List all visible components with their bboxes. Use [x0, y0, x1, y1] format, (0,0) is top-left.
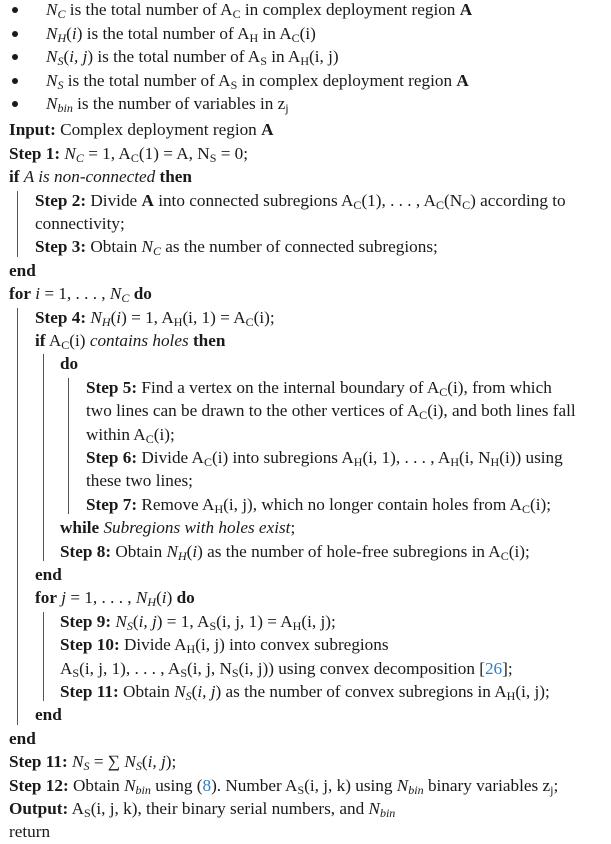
text-segment: do [60, 354, 79, 374]
subscript: C [353, 197, 362, 212]
subscript: bin [408, 782, 424, 797]
text-segment: ; [553, 775, 559, 795]
text-segment: (i); [508, 541, 530, 561]
text-segment: i [71, 23, 77, 43]
algorithm-line [9, 750, 176, 773]
text-segment: contains holes [89, 330, 189, 350]
text-segment: (i, j, k), their binary serial numbers, and [90, 798, 369, 818]
text-segment: Input: [9, 120, 56, 140]
text-segment: (i, j, 1), . . . , A [79, 658, 181, 678]
text-segment: (i, j, k) using [304, 775, 397, 795]
text-segment: Step 6: [86, 447, 138, 467]
subscript: C [121, 291, 130, 306]
subscript: S [72, 665, 80, 680]
text-segment: N [46, 23, 58, 43]
definition-item [46, 92, 289, 115]
text-segment: (i, j); [301, 611, 336, 631]
text-segment: Obtain [86, 237, 142, 257]
text-segment: ) is the total number of A [76, 23, 250, 43]
text-segment: ( [132, 611, 139, 631]
text-segment: Complex deployment region [55, 120, 262, 140]
block-guide-line [43, 354, 44, 561]
block-guide-line [43, 612, 44, 702]
subscript: H [186, 642, 196, 657]
text-segment: N [64, 143, 76, 163]
text-segment: (i, j, 1) = A [216, 611, 293, 631]
text-segment: N [72, 752, 84, 772]
text-segment: = 1, A [83, 143, 131, 163]
subscript: C [152, 244, 161, 259]
block-guide-line [17, 191, 18, 257]
algorithm-line [86, 493, 551, 516]
subscript: S [185, 688, 192, 703]
text-segment: (i, 1) = A [182, 307, 246, 327]
text-segment: Obtain [118, 681, 175, 701]
text-segment: ]; [502, 658, 513, 678]
text-segment: N [46, 47, 58, 67]
text-segment: i [192, 541, 198, 561]
algorithm-line [60, 516, 295, 539]
subscript: S [135, 759, 142, 774]
subscript: H [101, 314, 111, 329]
algorithm-line [9, 774, 558, 797]
text-segment: in A [266, 47, 301, 67]
algorithm-line [60, 657, 513, 680]
text-segment: ; [290, 518, 296, 538]
algorithm-line [9, 727, 36, 750]
subscript: S [231, 665, 239, 680]
text-segment: = 1, . . . , [66, 588, 136, 608]
bullet-icon [12, 31, 18, 37]
algorithm-line [9, 118, 274, 141]
algorithm-line [86, 469, 193, 492]
text-segment: Step 7: [86, 494, 138, 514]
definition-item [46, 0, 472, 22]
text-segment: i, j [69, 47, 88, 67]
subscript: C [500, 548, 509, 563]
algorithm-line [60, 610, 336, 633]
text-segment: Step 5: [86, 377, 138, 397]
text-segment: (i, j) [309, 47, 339, 67]
text-segment: using ( [150, 775, 203, 795]
algorithm-line [9, 282, 152, 305]
algorithm-line [35, 189, 566, 212]
text-segment: (i); [529, 494, 551, 514]
text-segment: is the number of variables in z [72, 93, 286, 113]
text-segment: two lines can be drawn to the other vertices of A [86, 401, 420, 421]
subscript: S [57, 54, 64, 69]
text-segment: ). Number A [211, 775, 298, 795]
block-guide-line [17, 308, 18, 725]
definition-item [46, 69, 469, 92]
text-segment: Step 11: [9, 752, 68, 772]
text-segment: Divide A [137, 447, 204, 467]
subscript: S [180, 665, 188, 680]
text-segment: Obtain [111, 541, 167, 561]
text-segment: Step 8: [60, 541, 112, 561]
bullet-icon [12, 54, 18, 60]
text-segment: i [35, 284, 41, 304]
text-segment: i, j [197, 681, 216, 701]
subscript: C [462, 197, 471, 212]
text-segment: ( [66, 23, 72, 43]
bullet-icon [12, 7, 18, 13]
text-segment: in complex deployment region [237, 70, 457, 90]
algorithm-line [35, 703, 62, 726]
text-segment: Step 11: [60, 681, 119, 701]
text-segment: ) according to [470, 190, 566, 210]
subscript: S [297, 782, 305, 797]
text-segment: if [35, 330, 46, 350]
text-segment: do [176, 588, 195, 608]
text-segment: A [141, 190, 154, 210]
text-segment: i [116, 307, 122, 327]
text-segment: ) is the total number of A [87, 47, 261, 67]
text-segment: A [60, 658, 73, 678]
algorithm-line [9, 797, 395, 820]
algorithm-line [35, 235, 438, 258]
text-segment: (i); [253, 307, 275, 327]
text-segment: connectivity; [35, 213, 125, 233]
text-segment: N [115, 611, 127, 631]
text-segment: N [124, 752, 136, 772]
bullet-icon [12, 101, 18, 107]
text-segment: (i) [69, 330, 90, 350]
text-segment: (i); [153, 424, 175, 444]
text-segment: (i, N [459, 447, 491, 467]
text-segment: (i) into subregions A [211, 447, 354, 467]
subscript: C [439, 384, 448, 399]
subscript: C [61, 337, 70, 352]
text-segment: ( [156, 588, 162, 608]
text-segment: N [141, 237, 153, 257]
text-segment: (i), from which [447, 377, 552, 397]
text-segment: ) as the number of hole-free subregions in A [197, 541, 501, 561]
text-segment: ( [191, 681, 198, 701]
text-segment: in A [258, 23, 292, 43]
subscript: j [285, 100, 289, 115]
text-segment: (N [443, 190, 463, 210]
text-segment: Step 4: [35, 307, 87, 327]
text-segment: for [35, 588, 57, 608]
subscript: S [209, 150, 217, 165]
text-segment: N [46, 0, 58, 20]
text-segment: while [60, 518, 100, 538]
text-segment: end [35, 564, 62, 584]
text-segment: Find a vertex on the internal boundary of A [137, 377, 440, 397]
text-segment: N [368, 798, 380, 818]
text-segment: Divide A [119, 635, 187, 655]
text-segment: then [192, 330, 226, 350]
subscript: S [83, 759, 90, 774]
subscript: C [75, 150, 84, 165]
subscript: H [353, 454, 363, 469]
text-segment: in complex deployment region [240, 0, 460, 20]
subscript: C [145, 431, 154, 446]
algorithm-line [60, 540, 530, 563]
text-segment: N [166, 541, 178, 561]
text-segment: as the number of connected subregions; [160, 237, 438, 257]
text-segment: Step 9: [60, 611, 112, 631]
subscript: j [550, 782, 554, 797]
subscript: C [419, 408, 428, 423]
subscript: H [147, 595, 157, 610]
subscript: H [177, 548, 187, 563]
text-segment: Subregions with holes exist [103, 518, 291, 538]
subscript: H [57, 30, 67, 45]
subscript: C [232, 7, 241, 22]
text-segment: Step 1: [9, 143, 61, 163]
subscript: C [245, 314, 254, 329]
text-segment: i, j [138, 611, 157, 631]
text-segment: N [124, 775, 136, 795]
algorithm-line [9, 165, 192, 188]
text-segment: A is non-connected [23, 167, 156, 187]
text-segment: = ∑ [89, 752, 125, 772]
text-segment: ) = 1, A [121, 307, 174, 327]
text-segment: Step 12: [9, 775, 69, 795]
algorithm-line [9, 820, 50, 843]
algorithm-line [35, 306, 275, 329]
text-segment: for [9, 284, 31, 304]
text-segment: (i, j), which no longer contain holes from A [223, 494, 522, 514]
text-segment: (i, j); [515, 681, 550, 701]
block-guide-line [68, 378, 69, 514]
text-segment: A [45, 330, 62, 350]
text-segment: A [459, 0, 473, 20]
text-segment: N [46, 70, 58, 90]
text-segment: A [261, 120, 274, 140]
algorithm-line [86, 376, 552, 399]
subscript: bin [379, 805, 396, 820]
subscript: S [83, 805, 91, 820]
subscript: C [291, 30, 300, 45]
subscript: H [506, 688, 516, 703]
subscript: H [249, 30, 259, 45]
text-segment: N [46, 93, 58, 113]
text-segment: N [396, 775, 409, 795]
text-segment: ) as the number of convex subregions in A [215, 681, 507, 701]
definition-item [46, 45, 339, 68]
text-segment: binary variables z [423, 775, 551, 795]
text-segment: N [109, 284, 122, 304]
subscript: S [230, 77, 238, 92]
algorithm-line [35, 563, 62, 586]
text-segment: ); [165, 752, 177, 772]
algorithm-line [9, 259, 36, 282]
text-segment: into connected subregions A [153, 190, 354, 210]
subscript: H [490, 454, 500, 469]
subscript: bin [135, 782, 151, 797]
text-segment: N [90, 307, 102, 327]
text-segment: ) = 1, A [156, 611, 210, 631]
subscript: H [173, 314, 183, 329]
subscript: S [57, 77, 64, 92]
text-segment: N [135, 588, 148, 608]
text-segment: if [9, 167, 20, 187]
text-segment: N [174, 681, 186, 701]
text-segment: A [68, 798, 84, 818]
citation-link[interactable]: 8 [202, 775, 212, 795]
algorithm-line [35, 586, 195, 609]
text-segment: (1), . . . , A [361, 190, 436, 210]
definition-item [46, 22, 316, 45]
text-segment: i [161, 588, 167, 608]
text-segment: Output: [9, 798, 69, 818]
subscript: C [130, 150, 139, 165]
algorithm-line [86, 423, 175, 446]
text-segment: (i, j) into convex subregions [195, 635, 389, 655]
algorithm-line [86, 446, 563, 469]
text-segment: (i, j)) using convex decomposition [ [238, 658, 485, 678]
text-segment: ) [166, 588, 177, 608]
algorithm-line [35, 329, 225, 352]
algorithm-line [60, 633, 389, 656]
algorithm-line [86, 399, 576, 422]
subscript: C [203, 454, 212, 469]
subscript: S [260, 54, 267, 69]
text-segment: j [61, 588, 67, 608]
text-segment: ( [141, 752, 148, 772]
text-segment: (i) [299, 23, 316, 43]
text-segment: end [35, 705, 62, 725]
algorithm-line [60, 352, 78, 375]
text-segment: = 1, . . . , [40, 284, 110, 304]
text-segment: end [9, 728, 36, 748]
text-segment: i, j [147, 752, 166, 772]
subscript: H [214, 501, 224, 516]
subscript: S [209, 618, 217, 633]
text-segment: (i), and both lines fall [427, 401, 576, 421]
text-segment: A [456, 70, 469, 90]
subscript: H [300, 54, 310, 69]
text-segment: ( [186, 541, 193, 561]
text-segment: return [9, 822, 51, 842]
text-segment: (1) = A, N [138, 143, 210, 163]
subscript: S [126, 618, 133, 633]
text-segment: Obtain [68, 775, 125, 795]
text-segment: within A [86, 424, 146, 444]
text-segment: Step 3: [35, 237, 87, 257]
subscript: bin [57, 100, 73, 115]
subscript: C [435, 197, 444, 212]
text-segment: end [9, 260, 36, 280]
text-segment: ( [63, 47, 70, 67]
algorithm-line [60, 680, 550, 703]
text-segment: Step 10: [60, 635, 120, 655]
subscript: C [57, 7, 66, 22]
text-segment: = 0; [216, 143, 249, 163]
text-segment: (i)) using [499, 447, 563, 467]
text-segment: is the total number of A [65, 0, 233, 20]
text-segment: ( [110, 307, 117, 327]
text-segment: Step 2: [35, 190, 87, 210]
algorithm-line [9, 142, 248, 165]
subscript: H [450, 454, 460, 469]
bullet-icon [12, 78, 18, 84]
citation-link[interactable]: 26 [484, 658, 503, 678]
text-segment: (i, 1), . . . , A [362, 447, 451, 467]
text-segment: Remove A [137, 494, 215, 514]
subscript: C [521, 501, 530, 516]
text-segment: is the total number of A [63, 70, 231, 90]
subscript: H [292, 618, 302, 633]
text-segment: Divide [86, 190, 142, 210]
algorithm-line [35, 212, 125, 235]
text-segment: these two lines; [86, 471, 193, 491]
text-segment: do [133, 284, 152, 304]
text-segment: then [159, 167, 192, 187]
text-segment: (i, j, N [187, 658, 232, 678]
